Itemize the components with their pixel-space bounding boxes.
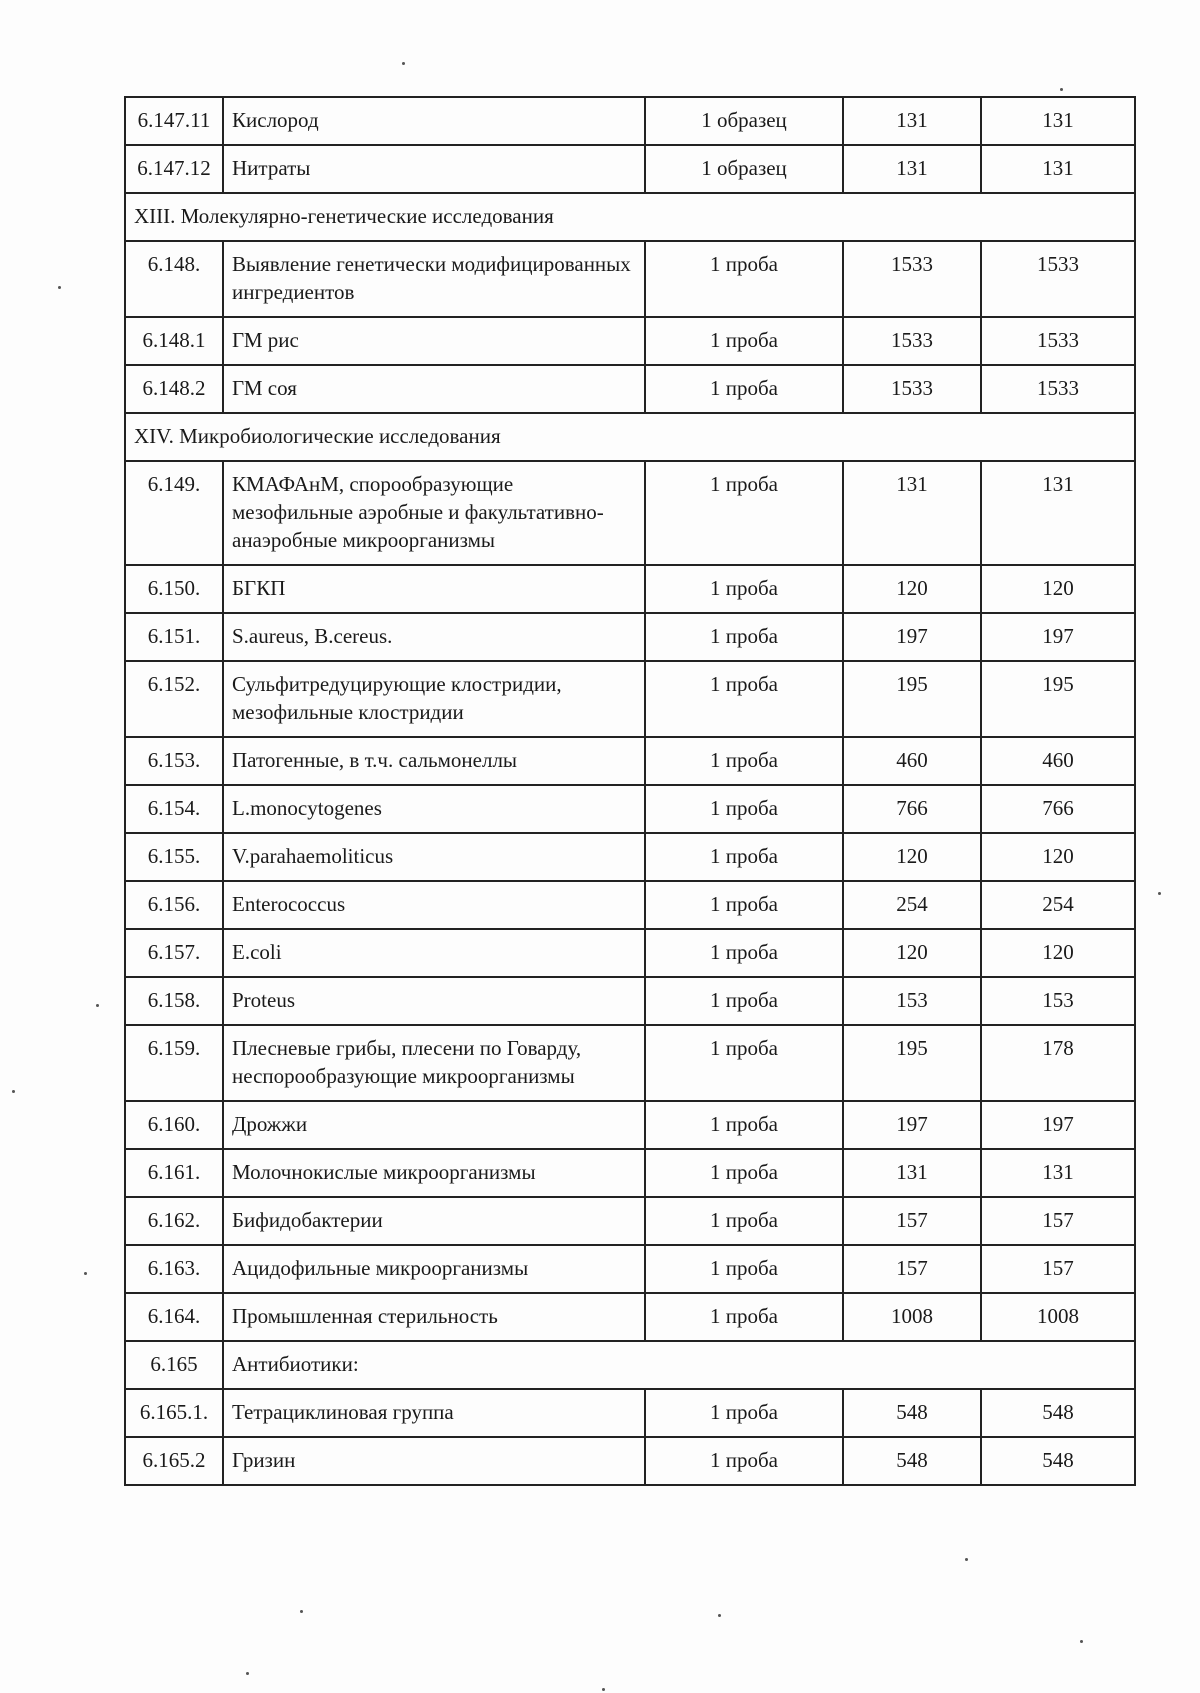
- item-name: Proteus: [223, 977, 645, 1025]
- group-name: Антибиотики:: [223, 1341, 1135, 1389]
- item-price-alt: 197: [981, 613, 1135, 661]
- table-row: [125, 317, 1135, 365]
- item-code: 6.160.: [125, 1101, 223, 1149]
- item-code: 6.153.: [125, 737, 223, 785]
- item-price-alt: 120: [981, 565, 1135, 613]
- item-unit: 1 проба: [645, 881, 843, 929]
- item-name: КМАФАнМ, спорообразующие мезофильные аэробные и факультативно-анаэробные микроорганизмы: [223, 461, 645, 565]
- table-row: [125, 1437, 1135, 1485]
- item-unit: 1 проба: [645, 785, 843, 833]
- table-row: [125, 1293, 1135, 1341]
- item-code: 6.147.12: [125, 145, 223, 193]
- section-title: XIV. Микробиологические исследования: [125, 413, 1135, 461]
- table-row: [125, 1101, 1135, 1149]
- item-unit: 1 проба: [645, 1025, 843, 1101]
- item-name: Ацидофильные микроорганизмы: [223, 1245, 645, 1293]
- item-price-alt: 1533: [981, 365, 1135, 413]
- item-code: 6.165.2: [125, 1437, 223, 1485]
- item-price: 548: [843, 1437, 981, 1485]
- table-row: [125, 1149, 1135, 1197]
- item-name: Бифидобактерии: [223, 1197, 645, 1245]
- table-row: [125, 881, 1135, 929]
- price-table: [124, 96, 1136, 1486]
- item-name: Сульфитредуцирующие клостридии, мезофильные клостридии: [223, 661, 645, 737]
- item-code: 6.165: [125, 1341, 223, 1389]
- item-code: 6.150.: [125, 565, 223, 613]
- item-unit: 1 проба: [645, 1293, 843, 1341]
- item-price: 131: [843, 97, 981, 145]
- group-row: [125, 1341, 1135, 1389]
- item-name: Нитраты: [223, 145, 645, 193]
- table-row: [125, 1245, 1135, 1293]
- item-price-alt: 153: [981, 977, 1135, 1025]
- item-price: 548: [843, 1389, 981, 1437]
- item-price-alt: 460: [981, 737, 1135, 785]
- item-unit: 1 проба: [645, 565, 843, 613]
- item-unit: 1 проба: [645, 737, 843, 785]
- item-name: S.aureus, B.cereus.: [223, 613, 645, 661]
- item-name: Гризин: [223, 1437, 645, 1485]
- item-unit: 1 проба: [645, 1197, 843, 1245]
- item-code: 6.148.1: [125, 317, 223, 365]
- table-row: [125, 1025, 1135, 1101]
- item-price-alt: 548: [981, 1437, 1135, 1485]
- item-name: БГКП: [223, 565, 645, 613]
- item-price-alt: 178: [981, 1025, 1135, 1101]
- item-unit: 1 проба: [645, 1101, 843, 1149]
- item-price: 131: [843, 1149, 981, 1197]
- table-row: [125, 977, 1135, 1025]
- item-code: 6.151.: [125, 613, 223, 661]
- item-unit: 1 проба: [645, 317, 843, 365]
- item-code: 6.154.: [125, 785, 223, 833]
- table-row: [125, 241, 1135, 317]
- item-unit: 1 образец: [645, 97, 843, 145]
- item-price: 197: [843, 1101, 981, 1149]
- item-price-alt: 197: [981, 1101, 1135, 1149]
- item-code: 6.164.: [125, 1293, 223, 1341]
- table-row: [125, 1197, 1135, 1245]
- item-price: 131: [843, 145, 981, 193]
- table-body: [125, 97, 1135, 1485]
- item-price-alt: 254: [981, 881, 1135, 929]
- item-name: ГМ рис: [223, 317, 645, 365]
- table-row: [125, 97, 1135, 145]
- item-name: ГМ соя: [223, 365, 645, 413]
- item-code: 6.157.: [125, 929, 223, 977]
- item-code: 6.162.: [125, 1197, 223, 1245]
- item-code: 6.158.: [125, 977, 223, 1025]
- item-code: 6.155.: [125, 833, 223, 881]
- item-name: V.parahaemoliticus: [223, 833, 645, 881]
- item-price: 1533: [843, 365, 981, 413]
- item-price: 131: [843, 461, 981, 565]
- item-price-alt: 131: [981, 1149, 1135, 1197]
- item-code: 6.163.: [125, 1245, 223, 1293]
- item-price: 157: [843, 1245, 981, 1293]
- item-price: 766: [843, 785, 981, 833]
- item-price-alt: 131: [981, 97, 1135, 145]
- item-price: 460: [843, 737, 981, 785]
- table-row: [125, 833, 1135, 881]
- item-unit: 1 проба: [645, 977, 843, 1025]
- item-price: 197: [843, 613, 981, 661]
- table-row: [125, 929, 1135, 977]
- item-code: 6.152.: [125, 661, 223, 737]
- table-row: [125, 461, 1135, 565]
- item-unit: 1 проба: [645, 661, 843, 737]
- table-row: [125, 565, 1135, 613]
- item-unit: 1 проба: [645, 833, 843, 881]
- table-row: [125, 365, 1135, 413]
- item-price: 153: [843, 977, 981, 1025]
- item-price: 120: [843, 929, 981, 977]
- item-name: Тетрациклиновая группа: [223, 1389, 645, 1437]
- item-code: 6.159.: [125, 1025, 223, 1101]
- item-code: 6.148.: [125, 241, 223, 317]
- item-unit: 1 проба: [645, 461, 843, 565]
- table-row: [125, 785, 1135, 833]
- item-price-alt: 157: [981, 1197, 1135, 1245]
- item-unit: 1 проба: [645, 1389, 843, 1437]
- item-name: Enterococcus: [223, 881, 645, 929]
- item-code: 6.156.: [125, 881, 223, 929]
- item-price: 120: [843, 565, 981, 613]
- item-name: E.coli: [223, 929, 645, 977]
- item-name: Плесневые грибы, плесени по Говарду, неспорообразующие микроорганизмы: [223, 1025, 645, 1101]
- item-price: 120: [843, 833, 981, 881]
- section-header-row: [125, 413, 1135, 461]
- item-price: 1533: [843, 241, 981, 317]
- item-price-alt: 157: [981, 1245, 1135, 1293]
- item-unit: 1 образец: [645, 145, 843, 193]
- table-row: [125, 145, 1135, 193]
- item-price: 157: [843, 1197, 981, 1245]
- item-price: 1533: [843, 317, 981, 365]
- item-code: 6.148.2: [125, 365, 223, 413]
- item-price: 254: [843, 881, 981, 929]
- item-name: Выявление генетически модифицированных ингредиентов: [223, 241, 645, 317]
- item-price-alt: 1008: [981, 1293, 1135, 1341]
- item-price-alt: 766: [981, 785, 1135, 833]
- item-unit: 1 проба: [645, 365, 843, 413]
- section-title: XIII. Молекулярно-генетические исследования: [125, 193, 1135, 241]
- item-name: Молочнокислые микроорганизмы: [223, 1149, 645, 1197]
- table-row: [125, 613, 1135, 661]
- item-price-alt: 548: [981, 1389, 1135, 1437]
- item-name: Кислород: [223, 97, 645, 145]
- item-name: Патогенные, в т.ч. сальмонеллы: [223, 737, 645, 785]
- item-price: 1008: [843, 1293, 981, 1341]
- item-unit: 1 проба: [645, 241, 843, 317]
- item-price-alt: 1533: [981, 317, 1135, 365]
- item-price: 195: [843, 661, 981, 737]
- item-name: L.monocytogenes: [223, 785, 645, 833]
- item-code: 6.161.: [125, 1149, 223, 1197]
- table-row: [125, 1389, 1135, 1437]
- item-unit: 1 проба: [645, 1245, 843, 1293]
- section-header-row: [125, 193, 1135, 241]
- item-price-alt: 120: [981, 929, 1135, 977]
- item-price: 195: [843, 1025, 981, 1101]
- item-price-alt: 195: [981, 661, 1135, 737]
- item-unit: 1 проба: [645, 613, 843, 661]
- item-price-alt: 1533: [981, 241, 1135, 317]
- item-price-alt: 120: [981, 833, 1135, 881]
- item-unit: 1 проба: [645, 1437, 843, 1485]
- item-name: Дрожжи: [223, 1101, 645, 1149]
- item-unit: 1 проба: [645, 1149, 843, 1197]
- item-unit: 1 проба: [645, 929, 843, 977]
- item-code: 6.165.1.: [125, 1389, 223, 1437]
- table-row: [125, 737, 1135, 785]
- table-row: [125, 661, 1135, 737]
- item-code: 6.147.11: [125, 97, 223, 145]
- item-code: 6.149.: [125, 461, 223, 565]
- item-price-alt: 131: [981, 461, 1135, 565]
- item-price-alt: 131: [981, 145, 1135, 193]
- item-name: Промышленная стерильность: [223, 1293, 645, 1341]
